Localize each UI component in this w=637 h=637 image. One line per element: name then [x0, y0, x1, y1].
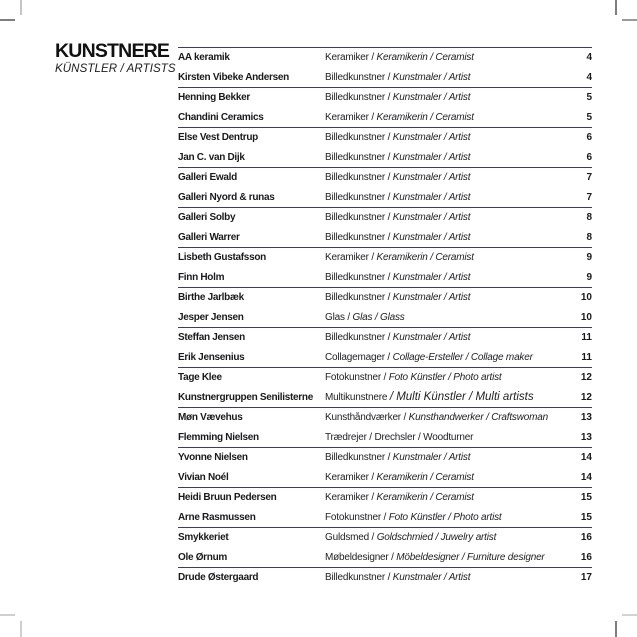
profession-danish: Billedkunstner /	[325, 172, 393, 183]
artist-name: Galleri Nyord & runas	[178, 191, 275, 203]
table-row	[178, 447, 592, 467]
artist-name: Vivian Noél	[178, 471, 229, 483]
page-number: 8	[586, 212, 592, 223]
artist-profession	[325, 92, 564, 103]
profession-danish: Guldsmed /	[325, 532, 377, 543]
crop-mark-top-left-vertical	[20, 0, 22, 15]
page-number: 9	[586, 252, 592, 263]
profession-translations: Kunstmaler / Artist	[392, 292, 471, 303]
profession-danish: Billedkunstner /	[325, 212, 393, 223]
artist-name: Møn Vævehus	[178, 412, 243, 423]
page-number: 10	[580, 292, 592, 303]
profession-translations: Kunstmaler / Artist	[392, 92, 471, 103]
profession-danish: Billedkunstner /	[325, 572, 393, 583]
profession-translations: Keramikerin / Ceramist	[376, 471, 474, 483]
page-number: 8	[586, 231, 592, 243]
table-row	[178, 267, 592, 287]
page-number: 5	[586, 111, 592, 123]
table-row	[178, 367, 592, 387]
page-title: KUNSTNERE	[55, 40, 170, 62]
table-row	[178, 187, 592, 207]
crop-mark-bottom-left-vertical	[20, 621, 22, 637]
profession-translations: Kunstmaler / Artist	[392, 452, 471, 463]
artist-profession	[325, 352, 564, 363]
profession-danish: Multikunstnere	[325, 392, 390, 403]
page-number: 6	[586, 151, 592, 163]
artist-name: Flemming Nielsen	[178, 431, 259, 443]
artist-name: AA keramik	[178, 52, 230, 63]
profession-translations: / Multi Künstler / Multi artists	[389, 391, 534, 403]
profession-translations: Kunstmaler / Artist	[392, 132, 471, 143]
artist-profession	[325, 412, 564, 423]
table-row	[178, 487, 592, 507]
profession-danish: Billedkunstner /	[325, 452, 393, 463]
artist-name: Henning Bekker	[178, 92, 250, 103]
profession-danish: Billedkunstner /	[325, 71, 393, 83]
crop-mark-bottom-right-horizontal	[622, 614, 637, 616]
artist-name: Smykkeriet	[178, 532, 229, 543]
profession-danish: Keramiker /	[325, 471, 377, 483]
profession-danish: Fotokunstner /	[325, 511, 389, 523]
profession-danish: Billedkunstner /	[325, 231, 393, 243]
profession-translations: Collage-Ersteller / Collage maker	[392, 351, 533, 363]
profession-danish: Kunsthåndværker /	[325, 412, 409, 423]
profession-translations: Foto Künstler / Photo artist	[388, 372, 502, 383]
page-number: 16	[580, 532, 592, 543]
table-row	[178, 147, 592, 167]
artist-name: Yvonne Nielsen	[178, 452, 248, 463]
profession-translations: Möbeldesigner / Furniture designer	[396, 551, 545, 563]
table-row	[178, 467, 592, 487]
artist-name: Jesper Jensen	[178, 311, 244, 323]
artist-profession	[325, 212, 564, 223]
page-number: 13	[580, 431, 592, 443]
profession-translations: Kunstmaler / Artist	[392, 71, 471, 83]
artist-profession	[325, 232, 564, 243]
crop-mark-bottom-left-horizontal	[0, 614, 15, 616]
page-number: 14	[580, 471, 592, 483]
profession-translations: Kunstmaler / Artist	[392, 172, 471, 183]
profession-danish: Collagemager /	[325, 351, 393, 363]
artist-profession	[325, 292, 564, 303]
crop-mark-top-right-horizontal	[622, 19, 637, 21]
artist-name: Finn Holm	[178, 271, 225, 283]
artist-profession	[325, 472, 564, 483]
page-number: 7	[586, 172, 592, 183]
artist-name: Ole Ørnum	[178, 551, 227, 563]
table-row	[178, 227, 592, 247]
profession-translations: Keramikerin / Ceramist	[376, 52, 474, 63]
profession-translations: Kunstmaler / Artist	[392, 271, 471, 283]
artist-name: Birthe Jarlbæk	[178, 292, 244, 303]
page-number: 4	[586, 71, 592, 83]
artist-profession	[325, 452, 564, 463]
table-row	[178, 127, 592, 147]
profession-translations: Keramikerin / Ceramist	[376, 111, 474, 123]
crop-mark-top-left-horizontal	[0, 19, 15, 21]
page-number: 6	[586, 132, 592, 143]
table-row	[178, 87, 592, 107]
page-subtitle: KÜNSTLER / ARTISTS	[55, 63, 176, 76]
page-header	[55, 41, 176, 75]
table-row	[178, 547, 592, 567]
profession-danish: Keramiker /	[325, 492, 377, 503]
artist-name: Kunstnergruppen Senilisterne	[178, 391, 313, 403]
table-row	[178, 347, 592, 367]
page-number: 4	[586, 52, 592, 63]
page-number: 15	[580, 492, 592, 503]
page-number: 7	[586, 191, 592, 203]
page-number: 9	[586, 271, 592, 283]
artist-profession	[325, 312, 564, 323]
profession-danish: Fotokunstner /	[325, 372, 389, 383]
profession-translations: Kunstmaler / Artist	[392, 332, 471, 343]
artist-profession	[325, 512, 564, 523]
table-row	[178, 527, 592, 547]
table-row	[178, 207, 592, 227]
artist-directory-table	[178, 47, 592, 587]
profession-translations: Glas / Glass	[352, 311, 405, 323]
artist-name: Tage Klee	[178, 372, 222, 383]
artist-name: Drude Østergaard	[178, 572, 259, 583]
artist-name: Kirsten Vibeke Andersen	[178, 71, 289, 83]
artist-name: Galleri Warrer	[178, 231, 240, 243]
table-row	[178, 567, 592, 587]
artist-name: Steffan Jensen	[178, 332, 245, 343]
artist-name: Chandini Ceramics	[178, 111, 264, 123]
artist-profession	[325, 72, 564, 83]
profession-translations: Kunstmaler / Artist	[392, 212, 471, 223]
profession-danish: Billedkunstner /	[325, 332, 393, 343]
crop-mark-bottom-right-vertical	[615, 621, 617, 637]
table-row	[178, 507, 592, 527]
artist-profession	[325, 52, 564, 63]
table-row	[178, 287, 592, 307]
profession-danish: Møbeldesigner /	[325, 551, 397, 563]
profession-danish: Keramiker /	[325, 252, 377, 263]
page-number: 14	[580, 452, 592, 463]
profession-translations: Foto Künstler / Photo artist	[388, 511, 502, 523]
table-row	[178, 67, 592, 87]
profession-danish: Billedkunstner /	[325, 92, 393, 103]
profession-danish: Billedkunstner /	[325, 132, 393, 143]
profession-danish: Billedkunstner /	[325, 271, 393, 283]
profession-danish: Billedkunstner /	[325, 151, 393, 163]
profession-translations: Goldschmied / Juwelry artist	[376, 532, 497, 543]
table-row	[178, 427, 592, 447]
profession-danish: Keramiker /	[325, 111, 377, 123]
profession-translations: Kunstmaler / Artist	[392, 231, 471, 243]
artist-profession	[325, 532, 564, 543]
page-number: 12	[580, 372, 592, 383]
profession-translations: Kunsthandwerker / Craftswoman	[408, 412, 548, 423]
artist-profession	[325, 112, 564, 123]
profession-translations: Kunstmaler / Artist	[392, 151, 471, 163]
profession-danish: Billedkunstner /	[325, 292, 393, 303]
profession-danish: Billedkunstner /	[325, 191, 393, 203]
table-row	[178, 307, 592, 327]
artist-profession	[325, 492, 564, 503]
table-row	[178, 47, 592, 67]
artist-profession	[325, 132, 564, 143]
artist-name: Jan C. van Dijk	[178, 151, 245, 163]
artist-profession	[325, 152, 564, 163]
artist-profession	[325, 572, 564, 583]
table-row	[178, 107, 592, 127]
table-row	[178, 167, 592, 187]
page-number: 5	[586, 92, 592, 103]
artist-profession	[325, 252, 564, 263]
artist-name: Else Vest Dentrup	[178, 132, 258, 143]
profession-danish: Keramiker /	[325, 52, 377, 63]
profession-translations: Keramikerin / Ceramist	[376, 492, 474, 503]
artist-profession	[325, 552, 564, 563]
profession-danish: Trædrejer / Drechsler / Woodturner	[325, 431, 474, 443]
profession-translations: Keramikerin / Ceramist	[376, 252, 474, 263]
artist-profession	[325, 332, 564, 343]
artist-profession	[325, 272, 564, 283]
profession-translations: Kunstmaler / Artist	[392, 572, 471, 583]
page-number: 12	[580, 391, 592, 403]
artist-profession	[325, 192, 564, 203]
artist-name: Heidi Bruun Pedersen	[178, 492, 277, 503]
artist-name: Lisbeth Gustafsson	[178, 252, 266, 263]
page-number: 13	[580, 412, 592, 423]
page-number: 16	[580, 551, 592, 563]
artist-profession	[325, 391, 564, 403]
artist-profession	[325, 432, 564, 443]
page-number: 11	[581, 351, 592, 363]
table-row	[178, 327, 592, 347]
page-number: 17	[580, 572, 592, 583]
profession-danish: Glas /	[325, 311, 353, 323]
artist-name: Galleri Ewald	[178, 172, 237, 183]
profession-translations: Kunstmaler / Artist	[392, 191, 471, 203]
artist-name: Arne Rasmussen	[178, 511, 256, 523]
artist-profession	[325, 372, 564, 383]
page-number: 10	[580, 311, 592, 323]
table-row	[178, 387, 592, 407]
table-row	[178, 407, 592, 427]
artist-name: Galleri Solby	[178, 212, 236, 223]
artist-profession	[325, 172, 564, 183]
crop-mark-top-right-vertical	[615, 0, 617, 15]
page-number: 15	[580, 511, 592, 523]
page-number: 11	[581, 332, 592, 343]
artist-name: Erik Jensenius	[178, 351, 245, 363]
table-row	[178, 247, 592, 267]
